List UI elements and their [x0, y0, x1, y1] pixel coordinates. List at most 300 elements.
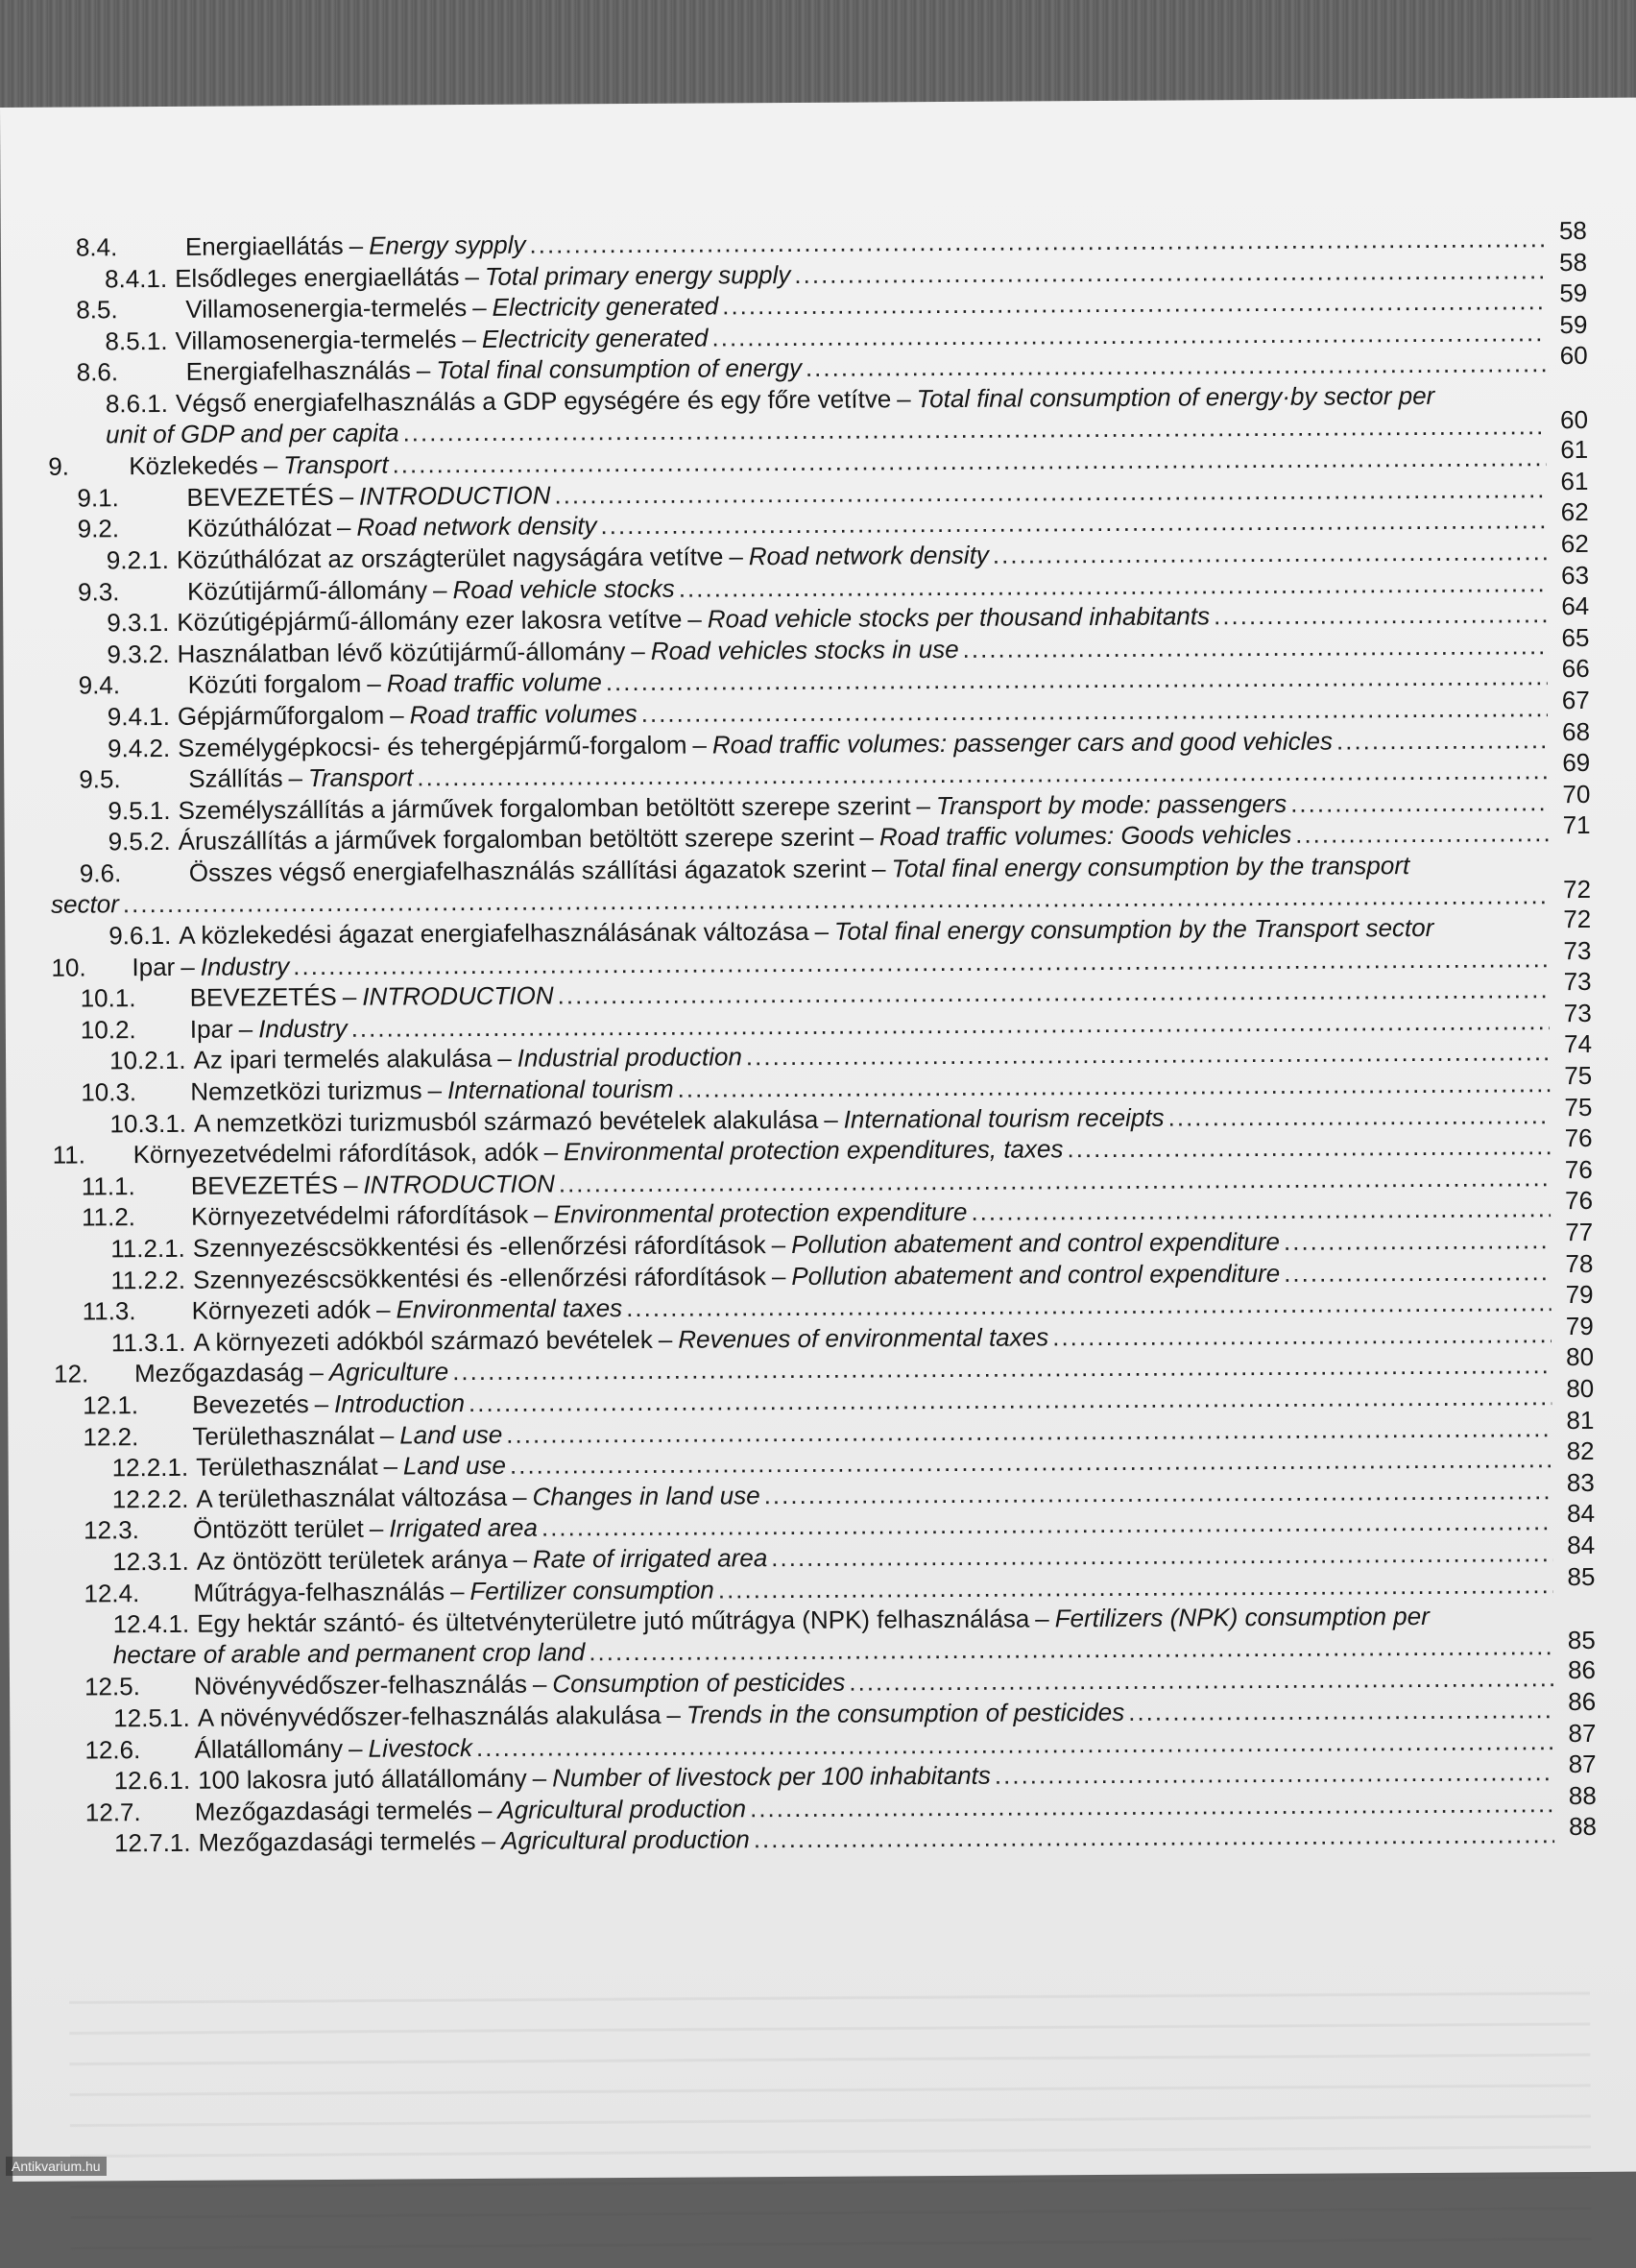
toc-entry-title — [133, 1133, 1064, 1170]
toc-entry-title-hu: Közúthálózat az országterület nagyságára vetítve — [176, 542, 724, 574]
toc-entry-number: 10. — [51, 953, 86, 982]
toc-entry-title-en: Consumption of pesticides — [552, 1667, 846, 1699]
toc-entry-number: 12.5. — [84, 1672, 140, 1701]
toc-entry-title — [188, 666, 602, 700]
toc-entry-page: 85 — [1567, 1626, 1596, 1655]
toc-entry-title-en: Total final energy consumption by the transport — [891, 850, 1410, 883]
toc-entry-page: 64 — [1561, 591, 1590, 621]
toc-entry-title-hu: Szennyezéscsökkentési és -ellenőrzési ráfordítások — [192, 1261, 766, 1294]
toc-entry-title-hu: Használatban lévő közútijármű-állomány — [177, 636, 626, 668]
toc-entry-dash: – — [872, 854, 886, 883]
toc-entry-title-hu: Az ipari termelés alakulása — [193, 1044, 493, 1075]
toc-entry-dash: – — [369, 1513, 384, 1544]
toc-entry-dash: – — [897, 384, 911, 414]
toc-entry-number: 12.7.1. — [113, 1828, 191, 1858]
toc-entry-title — [196, 1450, 506, 1483]
toc-entry-title-en: Land use — [402, 1450, 507, 1481]
toc-entry-title-hu: BEVEZETÉS — [190, 1170, 339, 1200]
toc-entry-number: 9.5. — [79, 764, 121, 794]
toc-entry-dash: – — [771, 1261, 786, 1291]
toc-entry-title-en: Total final consumption of energy — [436, 353, 802, 385]
toc-entry-title-en: Road traffic volumes — [409, 698, 638, 730]
toc-entry-number: 10.3. — [81, 1077, 137, 1107]
toc-entry-title-en-cont: hectare of arable and permanent crop land — [112, 1637, 586, 1670]
toc-entry-number: 9.3.1. — [107, 608, 170, 638]
toc-entry-title — [193, 1512, 538, 1545]
toc-entry-title-hu: Egy hektár szántó- és ültetvényterületre jutó műtrágya (NPK) felhasználása — [197, 1604, 1030, 1638]
toc-entry-dash: – — [348, 1733, 363, 1763]
toc-entry-title-hu: Bevezetés — [192, 1389, 309, 1419]
dot-leader — [606, 661, 1548, 697]
toc-entry-number: 8.6.1. — [105, 388, 169, 419]
toc-entry-number: 9.5.2. — [108, 827, 171, 857]
toc-entry-title-en: Total final energy consumption by the Transport sector — [833, 912, 1434, 946]
toc-entry-title — [198, 1697, 1125, 1733]
toc-entry-dash: – — [432, 574, 447, 604]
toc-entry-dash: – — [477, 1795, 493, 1824]
toc-entry-title — [186, 479, 550, 512]
toc-entry-dash: – — [390, 700, 404, 730]
toc-entry-title — [192, 1387, 465, 1420]
toc-entry-title-hu: Összes végső energiafelhasználás szállítási ágazatok szerint — [188, 854, 867, 887]
toc-entry-title-en: Number of livestock per 100 inhabitants — [552, 1760, 991, 1793]
toc-entry-page: 65 — [1561, 622, 1590, 652]
toc-entry-page: 58 — [1558, 247, 1588, 277]
toc-entry-number: 11.2. — [81, 1202, 136, 1232]
toc-entry-title-hu: Környezetvédelmi ráfordítások, adók — [132, 1137, 539, 1170]
toc-entry-title-hu: Műtrágya-felhasználás — [193, 1576, 445, 1607]
toc-entry-title-hu: Az öntözött területek aránya — [196, 1544, 508, 1576]
toc-entry-title — [194, 1732, 472, 1765]
toc-entry-page: 84 — [1566, 1499, 1596, 1529]
toc-entry-title — [195, 1793, 746, 1827]
toc-entry-title-en: Fertilizers (NPK) consumption per — [1054, 1602, 1430, 1633]
toc-entry-page: 85 — [1567, 1561, 1596, 1591]
toc-entry-title — [177, 540, 989, 575]
toc-entry-title-hu: Áruszállítás a járművek forgalomban betöltött szerepe szerint — [178, 822, 854, 857]
toc-entry-number: 10.3.1. — [109, 1108, 187, 1138]
toc-entry-title-en: Transport — [283, 449, 389, 480]
toc-entry-title — [175, 322, 708, 355]
toc-entry-page: 76 — [1564, 1154, 1593, 1184]
toc-entry-title-en: Road traffic volumes: Goods vehicles — [878, 820, 1292, 852]
toc-entry-page: 84 — [1567, 1530, 1596, 1559]
toc-entry-page: 75 — [1564, 1060, 1593, 1091]
toc-entry-number: 12.4. — [84, 1578, 140, 1608]
toc-entry-title-en: Industry — [258, 1013, 348, 1044]
toc-entry-dash: – — [824, 1104, 838, 1134]
toc-entry-dash: – — [465, 261, 480, 291]
toc-entry-dash: – — [513, 1544, 528, 1574]
toc-entry-page: 76 — [1564, 1186, 1594, 1216]
toc-entry-title-hu: Nemzetközi turizmus — [190, 1075, 422, 1106]
toc-entry-dash: – — [342, 981, 357, 1012]
toc-entry[interactable] — [48, 379, 1588, 451]
dot-leader — [722, 285, 1545, 321]
toc-entry-title — [175, 259, 790, 294]
toc-entry-dash: – — [416, 355, 431, 385]
toc-entry-number: 10.2.1. — [108, 1046, 186, 1075]
toc-entry-page: 60 — [1560, 404, 1589, 435]
toc-entry-title-en: Fertilizer consumption — [469, 1575, 714, 1605]
toc-entry-page: 69 — [1562, 747, 1591, 778]
toc-entry-page: 61 — [1560, 435, 1589, 465]
toc-entry-number: 10.1. — [80, 983, 136, 1013]
toc-entry-title-hu: A környezeti adókból származó bevételek — [193, 1324, 653, 1357]
toc-entry-page: 78 — [1565, 1248, 1594, 1278]
dot-leader — [963, 630, 1548, 664]
dot-leader — [750, 1788, 1554, 1823]
toc-entry-title — [129, 449, 388, 482]
toc-entry-title-en: Trends in the consumption of pesticides — [686, 1697, 1125, 1729]
toc-entry-title-hu: Környezeti adók — [191, 1294, 372, 1325]
toc-entry-dash: – — [349, 230, 364, 260]
toc-entry-dash: – — [666, 1700, 682, 1729]
toc-entry-number: 12.7. — [84, 1797, 141, 1827]
toc-entry-title-en: Changes in land use — [532, 1480, 760, 1511]
dot-leader — [849, 1662, 1553, 1697]
toc-entry-title-en: Revenues of environmental taxes — [678, 1322, 1049, 1354]
dot-leader — [1067, 1130, 1550, 1164]
toc-entry-title-en: Introduction — [334, 1388, 466, 1418]
bleed-through-text — [69, 1970, 1592, 2268]
toc-entry-title — [198, 1824, 749, 1859]
toc-entry-page: 82 — [1566, 1436, 1595, 1466]
toc-entry-title-en: Road traffic volumes: passenger cars and good vehicles — [711, 726, 1334, 759]
toc-entry-title — [194, 1667, 845, 1701]
dot-leader — [794, 254, 1545, 290]
toc-entry-title-hu: Öntözött terület — [192, 1514, 364, 1545]
toc-entry-title-en: Pollution abatement and control expenditure — [791, 1226, 1281, 1259]
toc-entry-title-hu: Személygépkocsi- és tehergépjármű-forgalom — [178, 730, 687, 762]
dot-leader — [993, 536, 1547, 570]
toc-entry-dash: – — [658, 1324, 673, 1354]
dot-leader — [1336, 724, 1548, 756]
toc-entry-dash: – — [859, 822, 875, 852]
toc-entry-number: 9.6.1. — [108, 920, 172, 951]
toc-entry-number: 8.5.1. — [105, 326, 168, 356]
dot-leader — [1295, 817, 1549, 850]
dot-leader — [771, 1537, 1552, 1573]
toc-entry-dash: – — [379, 1420, 395, 1450]
toc-entry-title — [198, 1760, 991, 1796]
toc-entry-title-hu: Ipar — [132, 952, 176, 981]
toc-entry-dash: – — [343, 1170, 358, 1199]
toc-entry-title-hu: Közlekedés — [129, 450, 258, 481]
toc-entry-title — [191, 1168, 555, 1200]
toc-entry-title — [191, 1196, 968, 1232]
toc-entry-title-hu: BEVEZETÉS — [186, 481, 334, 512]
toc-entry-page: 61 — [1560, 466, 1589, 495]
toc-entry-title-en: Road vehicle stocks — [452, 573, 675, 604]
toc-entry-title-hu: Mezőgazdasági termelés — [198, 1826, 476, 1858]
toc-entry-title-en-cont: sector — [50, 889, 119, 919]
toc-entry-dash: – — [543, 1137, 559, 1167]
toc-entry-dash: – — [367, 668, 381, 698]
toc-entry-dash: – — [449, 1576, 465, 1605]
toc-entry-number: 10.2. — [80, 1014, 136, 1045]
toc-entry-title-hu: Mezőgazdasági termelés — [194, 1795, 472, 1826]
toc-entry-number: 12.6.1. — [113, 1765, 191, 1796]
toc-entry-page: 80 — [1565, 1342, 1595, 1372]
toc-entry-title-en: Industrial production — [517, 1042, 742, 1074]
toc-entry-page: 79 — [1565, 1311, 1594, 1340]
toc-entry-page: 77 — [1565, 1217, 1594, 1247]
toc-entry-page: 58 — [1558, 215, 1587, 246]
toc-entry-title-en: Land use — [399, 1419, 503, 1450]
toc-entry-page: 60 — [1559, 341, 1588, 371]
dot-leader — [600, 505, 1546, 542]
dot-leader — [1052, 1318, 1552, 1352]
toc-entry-dash: – — [513, 1482, 527, 1511]
toc-entry-title-hu: Energiaellátás — [184, 230, 344, 261]
toc-entry-page: 86 — [1568, 1686, 1597, 1716]
toc-entry-title-hu: Területhasználat — [196, 1451, 378, 1482]
toc-entry-title-hu: Növényvédőszer-felhasználás — [193, 1669, 527, 1701]
toc-entry-title-hu: Közútigépjármű-állomány ezer lakosra vetítve — [177, 604, 683, 638]
toc-entry-dash: – — [314, 1388, 329, 1418]
toc-entry-title-en: International tourism — [446, 1074, 674, 1105]
toc-entry-title-en: Electricity generated — [492, 291, 719, 323]
toc-entry-title-hu: Területhasználat — [192, 1420, 374, 1451]
toc-entry-page: 86 — [1567, 1655, 1597, 1685]
toc-entry-title-en: Road network density — [356, 511, 597, 543]
dot-leader — [1290, 786, 1548, 819]
toc-entry-title — [192, 1418, 502, 1451]
toc-entry-page: 59 — [1559, 309, 1588, 339]
toc-entry-page: 68 — [1561, 716, 1591, 746]
toc-entry-number: 9.4.1. — [107, 701, 171, 732]
toc-entry-number: 11. — [52, 1140, 85, 1170]
toc-entry-title-en: Pollution abatement and control expenditure — [791, 1258, 1281, 1291]
toc-entry-number: 12.3.1. — [112, 1546, 189, 1577]
toc-entry-number: 12.4.1. — [112, 1608, 190, 1639]
toc-entry-title-hu: Villamosenergia-termelés — [175, 324, 457, 355]
dot-leader — [1214, 598, 1547, 631]
toc-entry-page: 81 — [1566, 1405, 1595, 1435]
dot-leader — [679, 567, 1547, 604]
toc-entry-page: 87 — [1568, 1749, 1597, 1779]
toc-entry-dash: – — [729, 542, 743, 571]
dot-leader — [718, 1569, 1553, 1604]
watermark: Antikvarium.hu — [6, 2157, 107, 2176]
toc-entry-title-en: Livestock — [368, 1732, 473, 1763]
toc-entry-page: 62 — [1560, 528, 1589, 559]
toc-entry-title — [187, 572, 675, 606]
toc-entry-title — [132, 951, 289, 982]
toc-entry-dash: – — [383, 1451, 398, 1481]
dot-leader — [711, 317, 1545, 352]
toc-entry-page: 70 — [1562, 779, 1591, 808]
toc-entry-title-hu: Személyszállítás a járművek forgalomban betöltött szerepe szerint — [178, 790, 911, 825]
toc-entry-title-en: Transport — [307, 762, 414, 793]
toc-entry-title-en: Electricity generated — [481, 323, 709, 353]
toc-entry-title-en: Irrigated area — [389, 1512, 539, 1543]
toc-entry-dash: – — [532, 1763, 547, 1793]
toc-entry-page: 80 — [1566, 1373, 1595, 1404]
toc-entry-title-hu: Mezőgazdaság — [133, 1358, 304, 1388]
toc-entry-number: 12.2. — [83, 1421, 139, 1452]
toc-entry-title — [186, 352, 802, 387]
toc-entry-title-hu: Ipar — [189, 1014, 233, 1044]
toc-entry-page: 72 — [1563, 904, 1592, 934]
toc-entry-page: 66 — [1561, 654, 1590, 684]
toc-entry-dash: – — [534, 1199, 548, 1230]
toc-entry-title-en: Total final consumption of energy·by sector per — [916, 380, 1435, 414]
toc-entry-title-en: Industry — [200, 951, 290, 981]
dot-leader — [1167, 1099, 1550, 1132]
toc-entry-number: 9.4. — [78, 670, 121, 700]
toc-entry-number: 9.3.2. — [107, 639, 170, 669]
toc-entry-number: 8.5. — [76, 295, 118, 325]
toc-entry-number: 9.4.2. — [107, 733, 171, 762]
toc-entry-page: 73 — [1563, 967, 1592, 997]
toc-entry-title-hu: Szennyezéscsökkentési és -ellenőrzési ráfordítások — [192, 1230, 766, 1263]
toc-entry-dash: – — [1035, 1604, 1049, 1633]
toc-entry-page: 87 — [1568, 1718, 1597, 1748]
toc-entry-title — [177, 634, 958, 669]
toc-entry-title-en: Transport by mode: passengers — [935, 788, 1287, 820]
toc-entry-number: 9.3. — [77, 576, 120, 607]
toc-entry-title-hu: Elsődleges energiaellátás — [175, 261, 460, 293]
toc-entry-title-en: Energy sypply — [369, 229, 526, 260]
toc-entry-number: 8.4. — [75, 232, 118, 262]
table-of-contents — [47, 215, 1598, 1860]
toc-entry-title-hu: Villamosenergia-termelés — [185, 293, 468, 325]
toc-entry-number: 8.6. — [76, 357, 119, 387]
toc-entry-title — [134, 1357, 448, 1389]
toc-entry-title-en: Road network density — [748, 540, 989, 571]
toc-entry-page: 73 — [1563, 998, 1592, 1027]
toc-entry-dash: – — [263, 450, 278, 480]
dot-leader — [995, 1756, 1554, 1791]
toc-entry-number: 11.2.1. — [110, 1233, 185, 1264]
toc-entry-title — [196, 1480, 759, 1514]
dot-leader — [746, 1037, 1550, 1073]
toc-entry-title-en: Agriculture — [328, 1357, 449, 1387]
toc-entry-title — [190, 980, 554, 1013]
toc-entry-title-hu: Energiafelhasználás — [185, 355, 411, 387]
toc-entry-page: 75 — [1564, 1092, 1593, 1122]
toc-entry-title-hu: A területhasználat változása — [196, 1482, 508, 1513]
toc-entry-page: 71 — [1562, 810, 1591, 840]
toc-entry-number: 8.4.1. — [104, 263, 168, 293]
toc-entry-title — [185, 291, 718, 325]
toc-entry-title-hu: 100 lakosra jutó állatállomány — [198, 1763, 527, 1795]
toc-entry-dash: – — [427, 1075, 443, 1105]
toc-entry-title-en: Road vehicles stocks in use — [650, 634, 959, 665]
toc-entry-number: 12.1. — [83, 1390, 139, 1420]
toc-entry-page: 88 — [1568, 1812, 1598, 1842]
toc-entry-title — [192, 1292, 623, 1326]
toc-entry-page: 74 — [1563, 1029, 1593, 1059]
toc-entry-title-en: Environmental taxes — [396, 1293, 623, 1324]
toc-entry-title-en: INTRODUCTION — [363, 1169, 555, 1199]
toc-entry-page: 63 — [1560, 560, 1590, 590]
toc-entry-title-hu: A növényvédőszer-felhasználás alakulása — [197, 1700, 662, 1732]
toc-entry-title-en: INTRODUCTION — [359, 480, 551, 511]
toc-entry-page: 79 — [1565, 1280, 1594, 1310]
toc-entry-number: 12. — [53, 1359, 89, 1389]
toc-entry-title-hu: Állatállomány — [194, 1733, 344, 1764]
toc-entry-number: 9.6. — [79, 858, 122, 888]
toc-entry-title-en: Agricultural production — [500, 1824, 750, 1856]
dot-leader — [1284, 1256, 1551, 1289]
toc-entry-number: 12.2.1. — [111, 1452, 189, 1483]
toc-entry-title-en: Environmental protection expenditures, taxes — [564, 1134, 1064, 1167]
toc-entry-title-hu: Környezetvédelmi ráfordítások — [190, 1200, 529, 1232]
dot-leader — [971, 1194, 1551, 1228]
dot-leader — [764, 1475, 1552, 1510]
toc-entry-title — [188, 761, 413, 793]
dot-leader — [1284, 1224, 1551, 1257]
toc-entry-dash: – — [309, 1358, 324, 1387]
toc-entry-title — [190, 1013, 348, 1045]
dot-leader — [641, 692, 1548, 729]
toc-entry-page: 59 — [1559, 278, 1588, 308]
toc-entry-title-hu: Közúti forgalom — [187, 669, 362, 700]
toc-entry-dash: – — [687, 604, 702, 634]
toc-entry-dash: – — [631, 636, 645, 665]
toc-entry-number: 9.1. — [77, 483, 119, 513]
toc-entry-page: 88 — [1568, 1780, 1597, 1810]
toc-entry-title-hu: Végső energiafelhasználás a GDP egységére és egy főre vetítve — [175, 384, 892, 418]
toc-entry-dash: – — [376, 1294, 391, 1324]
toc-entry-title-en: Total primary energy supply — [484, 259, 791, 291]
toc-entry-title-en-cont: unit of GDP and per capita — [105, 418, 399, 449]
toc-entry-dash: – — [336, 513, 351, 543]
toc-entry-number: 12.2.2. — [111, 1484, 189, 1514]
toc-entry[interactable] — [51, 849, 1591, 921]
toc-entry[interactable] — [56, 1600, 1596, 1672]
toc-entry-page: 73 — [1563, 935, 1592, 965]
dot-leader — [754, 1819, 1554, 1854]
toc-entry-number: 11.3.1. — [110, 1327, 186, 1358]
toc-entry-title-en: Environmental protection expenditure — [553, 1197, 968, 1229]
toc-entry-title — [197, 1542, 768, 1577]
toc-entry-dash: – — [532, 1669, 547, 1699]
toc-entry-title — [193, 1574, 714, 1607]
toc-entry-title — [178, 698, 638, 732]
toc-entry-title-en: International tourism receipts — [843, 1102, 1165, 1134]
toc-entry-title-hu: BEVEZETÉS — [189, 982, 337, 1013]
toc-entry-title-hu: A nemzetközi turizmusból származó bevételek alakulása — [193, 1104, 819, 1138]
toc-entry-number: 12.3. — [83, 1515, 139, 1545]
toc-entry-number: 12.6. — [84, 1734, 141, 1764]
toc-entry-number: 9.2.1. — [106, 544, 170, 575]
toc-entry-number: 9.2. — [77, 514, 120, 543]
toc-entry-dash: – — [916, 790, 931, 820]
toc-entry-page: 62 — [1560, 497, 1589, 527]
toc-entry-dash: – — [771, 1230, 786, 1260]
toc-entry-title — [193, 1042, 741, 1075]
toc-entry-dash: – — [180, 952, 195, 981]
toc-entry-dash: – — [462, 324, 476, 353]
toc-entry-page: 72 — [1562, 874, 1592, 904]
toc-entry-dash: – — [288, 763, 303, 793]
toc-entry-title-hu: Közúthálózat — [186, 513, 332, 543]
toc-entry-title — [190, 1074, 673, 1107]
toc-entry-page: 76 — [1564, 1123, 1593, 1153]
toc-entry-dash: – — [481, 1826, 496, 1856]
toc-entry-title-en: Road traffic volume — [386, 667, 602, 698]
toc-entry-dash: – — [238, 1014, 253, 1044]
toc-entry-title-en: Road vehicle stocks per thousand inhabitants — [707, 601, 1211, 634]
toc-entry-title — [194, 1101, 1165, 1138]
toc-entry-number: 9.5.1. — [108, 795, 171, 826]
toc-entry-title — [187, 511, 597, 544]
toc-entry-number: 9. — [48, 451, 70, 481]
